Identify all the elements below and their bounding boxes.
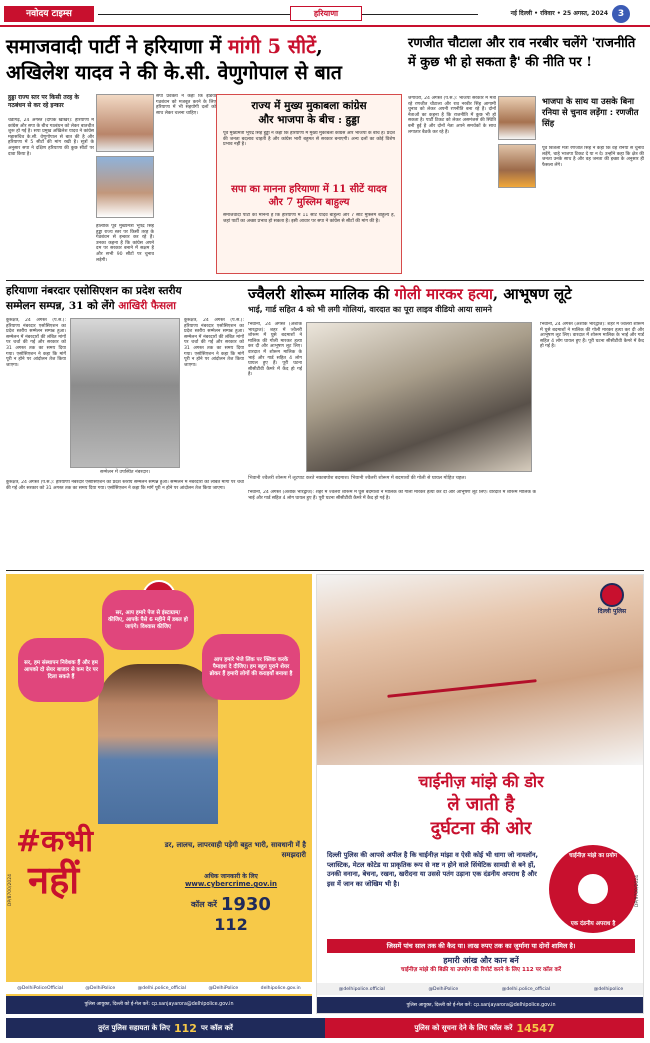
masthead: [0, 0, 650, 26]
ad-left-social-5: delhipolice.gov.in: [260, 985, 301, 991]
bottom-bar-left: [6, 1018, 325, 1038]
story2-body: जगाधरी, 24 अगस्त (प.स.): भाजपा सरकार में मंत्री रहे रणजीत चौटाला और राव नरबीर सिंह आगामी चुनाव को लेकर अपनी रणनीति बना रहे हैं। दोनों नेताओं का कहना है कि राजनीति में कुछ भी हो सकता है। पार्टी टिकट को लेकर असमंजस की स्थिति बनी हुई है और दोनों नेता अपने समर्थकों के साथ लगातार बैठकें कर रहे हैं।: [408, 96, 496, 135]
story4-headline-line2-a: सम्मेलन सम्पन्न, 31 को लेंगे: [6, 300, 119, 312]
ad-right-penalty: जिसमें पांच साल तक की कैद या। लाख रुपए तक का जुर्माना या दोनों शामिल है।: [327, 939, 635, 953]
ad-right-headline-1: चाईनीज़ मांझे की डोर: [418, 772, 544, 791]
story4-body-col1: कुरुक्षेत्र, 24 अगस्त (प.स.): हरियाणा नंबरदार एसोसिएशन का प्रदेश स्तरीय सम्मेलन सम्पन्न हुआ। सम्मेलन में नंबरदारों की लंबित मांगों पर चर्चा की गई और सरकार को 31 अगस्त तक का समय दिया गया। एसोसिएशन ने कहा कि मांगें पूरी न होने पर आंदोलन तेज किया जाएगा।: [6, 318, 66, 368]
ad-right-code: DP/9700/2024: [635, 875, 640, 908]
prohibited-kite-icon: [578, 874, 608, 904]
photo-kc-venugopal: [96, 156, 154, 218]
story2-side-body: पूर्व बिजली मंत्री रणजीत सिंह ने कहा कि वह रनिया से चुनाव लड़ेंगे, चाहे भाजपा टिकट दे या न दे। उन्होंने कहा कि क्षेत्र की जनता उनके साथ है और वह जनता की इच्छा के अनुसार ही फैसला लेंगे।: [542, 146, 644, 168]
ad-bubble-1: सर, आप हमारे पेज से इंस्टाग्राम/कीजिए, आपके पैसे 6 महीने में डबल हो जाएंगे। विश्वास कीजिए: [102, 590, 194, 650]
story5-body-bottom: भिवानी, 24 अगस्त (अशोक भारद्वाज): शहर में ज्वैलरी शोरूम में घुसे बदमाशों ने मालिक की गोली मारकर हत्या कर दी और आभूषण लूट लिए। वारदात में शोरूम मालिक के भाई और गार्ड सहित 4 लोग घायल हुए हैं। पूरी घटना सीसीटीवी कैमरे में कैद हो गई है।: [248, 490, 536, 501]
story1-body-col1: चंडीगढ़, 24 अगस्त (दीपक खोखर): हरियाणा में कांग्रेस और सपा के बीच गठबंधन को लेकर बातचीत शुरू हो गई है। सपा प्रमुख अखिलेश यादव ने कांग्रेस महासचिव के.सी. वेणुगोपाल से बात की है और हरियाणा में 5 सीटों की मांग रखी है। सूत्रों के अनुसार सपा ने दक्षिण हरियाणा की कुछ सीटों पर दावा किया है।: [8, 118, 94, 157]
ad-slogan-main: नहीं: [28, 858, 80, 902]
ad-left-social-3: @delhi.police_official: [137, 985, 186, 991]
story1-headline-red: मांगी 5 सीटें: [227, 35, 316, 58]
bottom-bar-left-number: 112: [173, 1021, 197, 1035]
story1-body-col3: सपा प्रवक्ता ने कहा कि इंडिया गठबंधन को मजबूत करने के लिए हरियाणा में भी सहयोगी दलों को साथ लेकर चलना चाहिए।: [156, 94, 216, 116]
story4-body-bottom: कुरुक्षेत्र, 24 अगस्त (प.स.): हरियाणा नंबरदार एसोसिएशन का प्रदेश स्तरीय सम्मेलन सम्पन्न हुआ। सम्मेलन में नंबरदारों की लंबित मांगों पर चर्चा की गई और सरकार को 31 अगस्त तक का समय दिया गया। एसोसिएशन ने कहा कि मांगें पूरी न होने पर आंदोलन तेज किया जाएगा।: [6, 480, 244, 491]
story4-headline-line2-red: आखिरी फैसला: [118, 300, 176, 312]
ad-right-social-2: @DelhiPolice: [428, 986, 459, 992]
photo-ranjit-chautala: [498, 96, 536, 140]
bottom-bar-right: [325, 1018, 644, 1038]
ad-website[interactable]: www.cybercrime.gov.in: [184, 880, 278, 888]
bottom-bar-right-number: 14547: [516, 1021, 555, 1035]
ad-left-social-1: @DelhiPoliceOfficial: [17, 985, 63, 991]
story2-headline: रणजीत चौटाला और राव नरबीर चलेंगे 'राजनीति में कुछ भी हो सकता है' की नीति पर !: [408, 36, 636, 70]
story3-body: पूर्व मुख्यमंत्री भूपेंद्र सिंह हुड्डा ने कहा कि हरियाणा में मुख्य मुकाबला कांग्रेस और भाजपा के बीच है। प्रदेश की जनता बदलाव चाहती है और कांग्रेस भारी बहुमत से सरकार बनाएगी। अन्य दलों का कोई विशेष प्रभाव नहीं है।: [223, 131, 395, 148]
dateline-text: नई दिल्ली • रविवार • 25 अगस्त, 2024: [510, 10, 608, 17]
ad-right-headline-box: [327, 771, 635, 841]
bottom-bar-right-text: पुलिस को सूचना देने के लिए कॉल करें: [414, 1023, 513, 1032]
masthead-bottom-rule: [0, 25, 650, 27]
story4-photo-caption: सम्मेलन में उपस्थित नंबरदार।: [99, 470, 150, 475]
story5-headline-b: , आभूषण लूटे: [492, 285, 572, 303]
ad-right-seal: [549, 845, 637, 933]
story4-headline-line2: [6, 299, 244, 314]
story5-headline: [248, 284, 644, 304]
ad-call-number: 1930: [220, 894, 271, 915]
story5-subhead: भाई, गार्ड सहित 4 को भी लगी गोलियां, वारदात का पूरा लाइव वीडियो आया सामने: [248, 305, 492, 314]
divider-1: [6, 280, 644, 281]
story-ranjit-chautala: [408, 34, 644, 274]
ad-right-headline-2: ले जाती है: [447, 794, 515, 815]
story4-headline-line1: हरियाणा नंबरदार एसोसिएशन का प्रदेश स्तरीय: [6, 285, 182, 297]
masthead-rule: [98, 14, 478, 15]
ad-chinese-manjha: [316, 574, 644, 1014]
story3-headline-line1: राज्य में मुख्य मुकाबला कांग्रेस: [251, 100, 367, 112]
story5-headline-a: ज्वैलरी शोरूम मालिक की: [248, 285, 395, 303]
ad-man-photo: [98, 664, 218, 824]
ad-right-appeal: हमारी आंख और कान बनें: [443, 956, 519, 965]
story1-kicker: हुड्डा राज्य स्तर पर किसी तरह के गठबंधन से कर रहे इन्कार: [8, 94, 79, 109]
ad-right-social-1: @delhipolice.official: [338, 986, 385, 992]
paper-name-box: [4, 6, 94, 22]
ad-call-label: कॉल करें: [191, 900, 217, 909]
ad-info-box: [156, 872, 306, 956]
section-label: हरियाणा: [313, 9, 339, 18]
story5-photo-caption: भिवानी ज्वैलरी शोरूम में लूटपाट करते नकाबपोश बदमाश। भिवानी ज्वैलरी शोरूम में बदमाशों की गोली से घायल मोहित चहल।: [248, 476, 467, 481]
ad-left-footer: पुलिस आयुक्त, दिल्ली को ई-मेल करें: cp.sanjayarora@delhipolice.gov.in: [6, 996, 312, 1014]
paper-name: नवोदय टाइम्स: [26, 9, 72, 19]
ad-right-seal-top: चाईनीज़ मांझे का प्रयोग: [568, 853, 618, 859]
photo-jewellery-cctv: [306, 322, 532, 472]
ad-right-social-4: @delhipolice: [593, 986, 624, 992]
story3-subheadline: सपा का मानना हरियाणा में 11 सीटें यादव और 7 मुस्लिम बाहुल्य: [231, 184, 387, 208]
story-numberdar: [6, 284, 244, 566]
story1-headline-part1: समाजवादी पार्टी ने हरियाणा में: [6, 35, 228, 58]
story3-headline-line2: और भाजपा के बीच : हुड्डा: [258, 114, 360, 126]
ad-right-appeal-sub: चाईनीज़ मांझे की बिक्री या उपयोग की रिपोर्ट करने के लिए 112 पर कॉल करें: [400, 967, 562, 973]
divider-2: [6, 570, 644, 571]
ad-left-socials: [6, 982, 312, 994]
ad-warning: डर, लालच, लापरवाही पड़ेगी बहुत भारी, सावधानी में है समझदारी: [164, 841, 306, 859]
story1-headline: [6, 34, 401, 60]
photo-akhilesh-yadav: [96, 94, 154, 152]
ad-left-social-4: @DelhiPolice: [208, 985, 239, 991]
ad-right-socials: [317, 983, 644, 995]
ad-left-social-2: @DelhiPolice: [85, 985, 116, 991]
story1-headline-line2: अखिलेश यादव ने की के.सी. वेणुगोपाल से बात: [6, 61, 342, 84]
ad-right-logo-text: दिल्ली पुलिस: [597, 608, 627, 615]
photo-rao-narbir: [498, 144, 536, 188]
delhi-police-emblem-icon: [600, 583, 624, 607]
ad-right-seal-bottom: एक दंडनीय अपराध है: [570, 921, 616, 927]
story-hooda-box: [216, 94, 402, 274]
story2-side-headline: भाजपा के साथ या उसके बिना रनिया से चुनाव लड़ेंगा : रणजीत सिंह: [542, 96, 639, 128]
ad-code: DP/8700/2024: [8, 874, 13, 907]
story5-body-left: भिवानी, 24 अगस्त (अशोक भारद्वाज): शहर में ज्वैलरी शोरूम में घुसे बदमाशों ने मालिक की गोली मारकर हत्या कर दी और आभूषण लूट लिए। वारदात में शोरूम मालिक के भाई और गार्ड सहित 4 लोग घायल हुए हैं। पूरी घटना सीसीटीवी कैमरे में कैद हो गई है।: [248, 322, 302, 378]
page-number: 3: [617, 9, 625, 19]
ad-emergency-number: 112: [214, 915, 248, 934]
ad-cyber-fraud: [6, 574, 312, 1014]
ad-right-body: दिल्ली पुलिस की आपसे अपील है कि चाईनीज़ मांझा व ऐसी कोई भी धागा जो नायलॉन, प्लास्टिक, मेटल कोटेड या प्राकृतिक रूप से नष्ट न होने वाले सिंथेटिक सामग्री से बने हों, उनकी वनाना, बेचना, रखना, खरीदना या उससे पतंग उड़ाना एक दंडनीय अपराध है और इस में जान का जोखिम भी है।: [327, 851, 539, 888]
story3-sub-body: समाजवादी पार्टी का मानना है कि हरियाणा में 11 सीटें यादव बाहुल्य और 7 सीटें मुस्लिम बाहुल्य हैं, जहां पार्टी का अच्छा प्रभाव हो सकता है। इसी आधार पर सपा ने कांग्रेस से सीटों की मांग की है।: [223, 213, 395, 224]
ad-info-label: अधिक जानकारी के लिए: [204, 873, 258, 880]
bottom-bar-left-suffix: पर कॉल करें: [200, 1023, 233, 1032]
ad-bubble-2: सर, हम संस्थापन निवेशक हैं और हम आपको दो सेयर बाजार से कम देर पर दिला सकते हैं: [18, 638, 104, 702]
bottom-police-bar: [6, 1018, 644, 1038]
ad-right-headline-3: दुर्घटना की ओर: [430, 818, 532, 839]
ad-bubble-3: आप हमारे भेजे लिंक पर क्लिक करके पैमाइश दे दीजिए। हम बहुत पुराने शेयर ब्रोकर हैं हमारी लोगों की कराइयाँ बनाया है: [202, 634, 300, 700]
ad-call-row: [156, 894, 306, 915]
ad-right-logo: [585, 583, 639, 615]
section-tag: [290, 6, 362, 21]
ad-slogan-hash: #कभी: [16, 824, 94, 859]
story5-body-right: भिवानी, 24 अगस्त (अशोक भारद्वाज): शहर में ज्वैलरी शोरूम में घुसे बदमाशों ने मालिक की गोली मारकर हत्या कर दी और आभूषण लूट लिए। वारदात में शोरूम मालिक के भाई और गार्ड सहित 4 लोग घायल हुए हैं। पूरी घटना सीसीटीवी कैमरे में कैद हो गई है।: [540, 322, 644, 350]
dateline: [480, 9, 608, 17]
story4-body-col2: कुरुक्षेत्र, 24 अगस्त (प.स.): हरियाणा नंबरदार एसोसिएशन का प्रदेश स्तरीय सम्मेलन सम्पन्न हुआ। सम्मेलन में नंबरदारों की लंबित मांगों पर चर्चा की गई और सरकार को 31 अगस्त तक का समय दिया गया। एसोसिएशन ने कहा कि मांगें पूरी न होने पर आंदोलन तेज किया जाएगा।: [184, 318, 244, 368]
bottom-bar-left-text: तुरंत पुलिस सहायता के लिए: [98, 1023, 170, 1032]
ad-right-social-3: @delhi.police_official: [501, 986, 551, 992]
story-jewellery-murder: [248, 284, 644, 566]
story5-headline-red: गोली मारकर हत्या: [394, 285, 493, 303]
ad-right-footer: पुलिस आयुक्त, दिल्ली को ई-मेल करें: cp.sanjayarora@delhipolice.gov.in: [317, 997, 644, 1014]
photo-numberdar-meeting: [70, 318, 180, 468]
story1-headline-comma: ,: [315, 35, 323, 58]
page-number-badge: [612, 5, 630, 23]
story1-body-col2: हालांकि पूर्व मुख्यमंत्री भूपेंद्र सिंह हुड्डा राज्य स्तर पर किसी तरह के गठबंधन से इन्कार कर रहे हैं। उनका कहना है कि कांग्रेस अपने दम पर सरकार बनाने में सक्षम है और सभी 90 सीटों पर चुनाव लड़ेगी।: [96, 224, 154, 263]
